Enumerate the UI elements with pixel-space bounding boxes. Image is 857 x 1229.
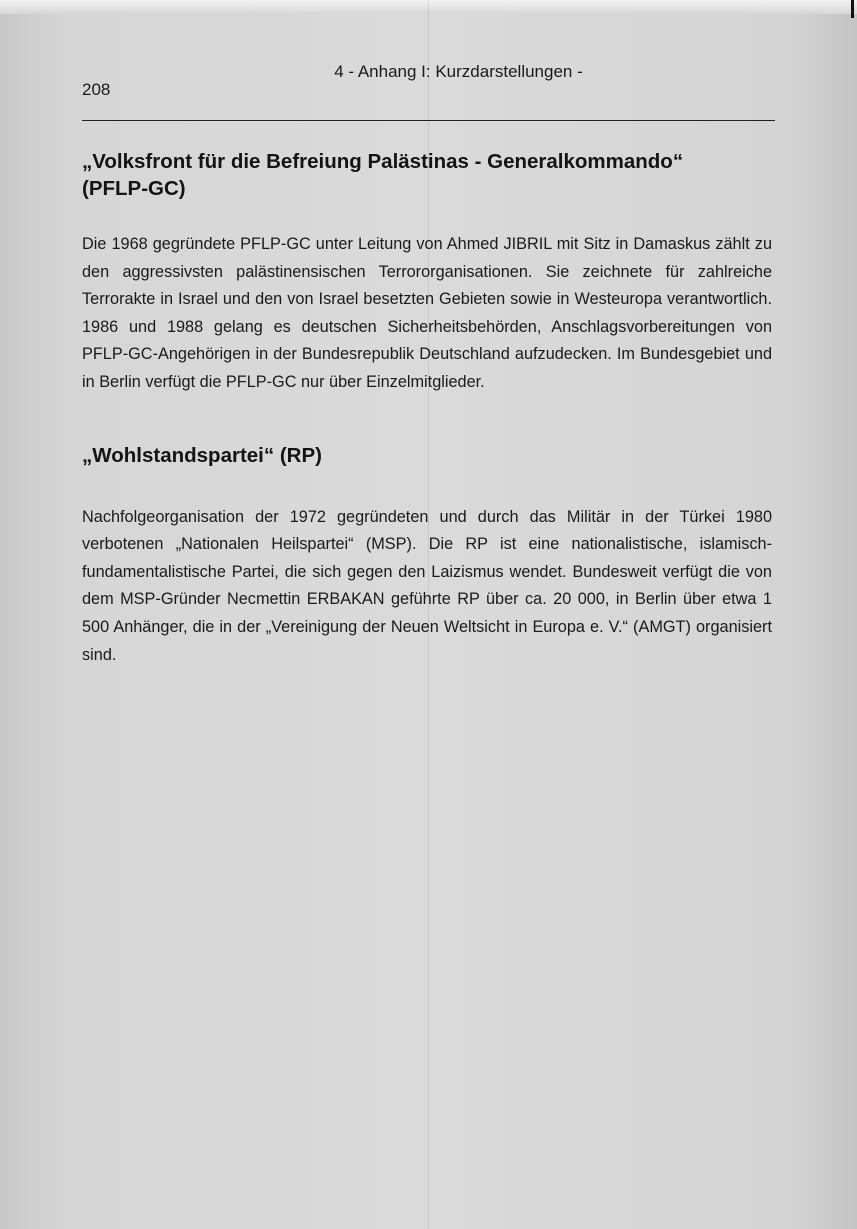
section-heading-line1: „Volksfront für die Befreiung Palästinas - Generalkommando“: [82, 150, 684, 173]
section-body: Nachfolgeorganisation der 1972 gegründeten und durch das Militär in der Türkei 1980 verbotenen „Nationalen Heilspartei“ (MSP). Die RP ist eine nationalistische, islamisch-fundamentalistische Partei, die sich gegen den Laizismus wendet. Bundesweit verfügt die von dem MSP-Gründer Necmettin ERBAKAN geführte RP über ca. 20 000, in Berlin über etwa 1 500 Anhänger, die in der „Vereinigung der Neuen Weltsicht in Europa e. V.“ (AMGT) organisiert sind.: [82, 507, 772, 664]
page-number: 208: [82, 80, 111, 99]
section-heading: [82, 148, 772, 202]
header-rule: [82, 120, 775, 121]
page-header: [82, 62, 775, 122]
section-rp: [82, 442, 772, 670]
scan-edge-mark: [851, 0, 854, 18]
running-title: 4 - Anhang I: Kurzdarstellungen -: [334, 62, 583, 81]
section-heading: „Wohlstandspartei“ (RP): [82, 443, 322, 467]
section-pflp-gc: [82, 148, 772, 397]
page-content: [82, 148, 772, 669]
section-heading-line2: (PFLP-GC): [82, 177, 186, 200]
section-body: Die 1968 gegründete PFLP-GC unter Leitung von Ahmed JIBRIL mit Sitz in Damaskus zählt zu den aggressivsten palästinensischen Terrororganisationen. Sie zeichnete für zahlreiche Terrorakte in Israel und den von Israel besetzten Gebieten sowie in Westeuropa verantwortlich. 1986 und 1988 gelang es deutschen Sicherheitsbehörden, Anschlagsvorbereitungen von PFLP-GC-Angehörigen in der Bundesrepublik Deutschland aufzudecken. Im Bundesgebiet und in Berlin verfügt die PFLP-GC nur über Einzelmitglieder.: [82, 235, 772, 391]
